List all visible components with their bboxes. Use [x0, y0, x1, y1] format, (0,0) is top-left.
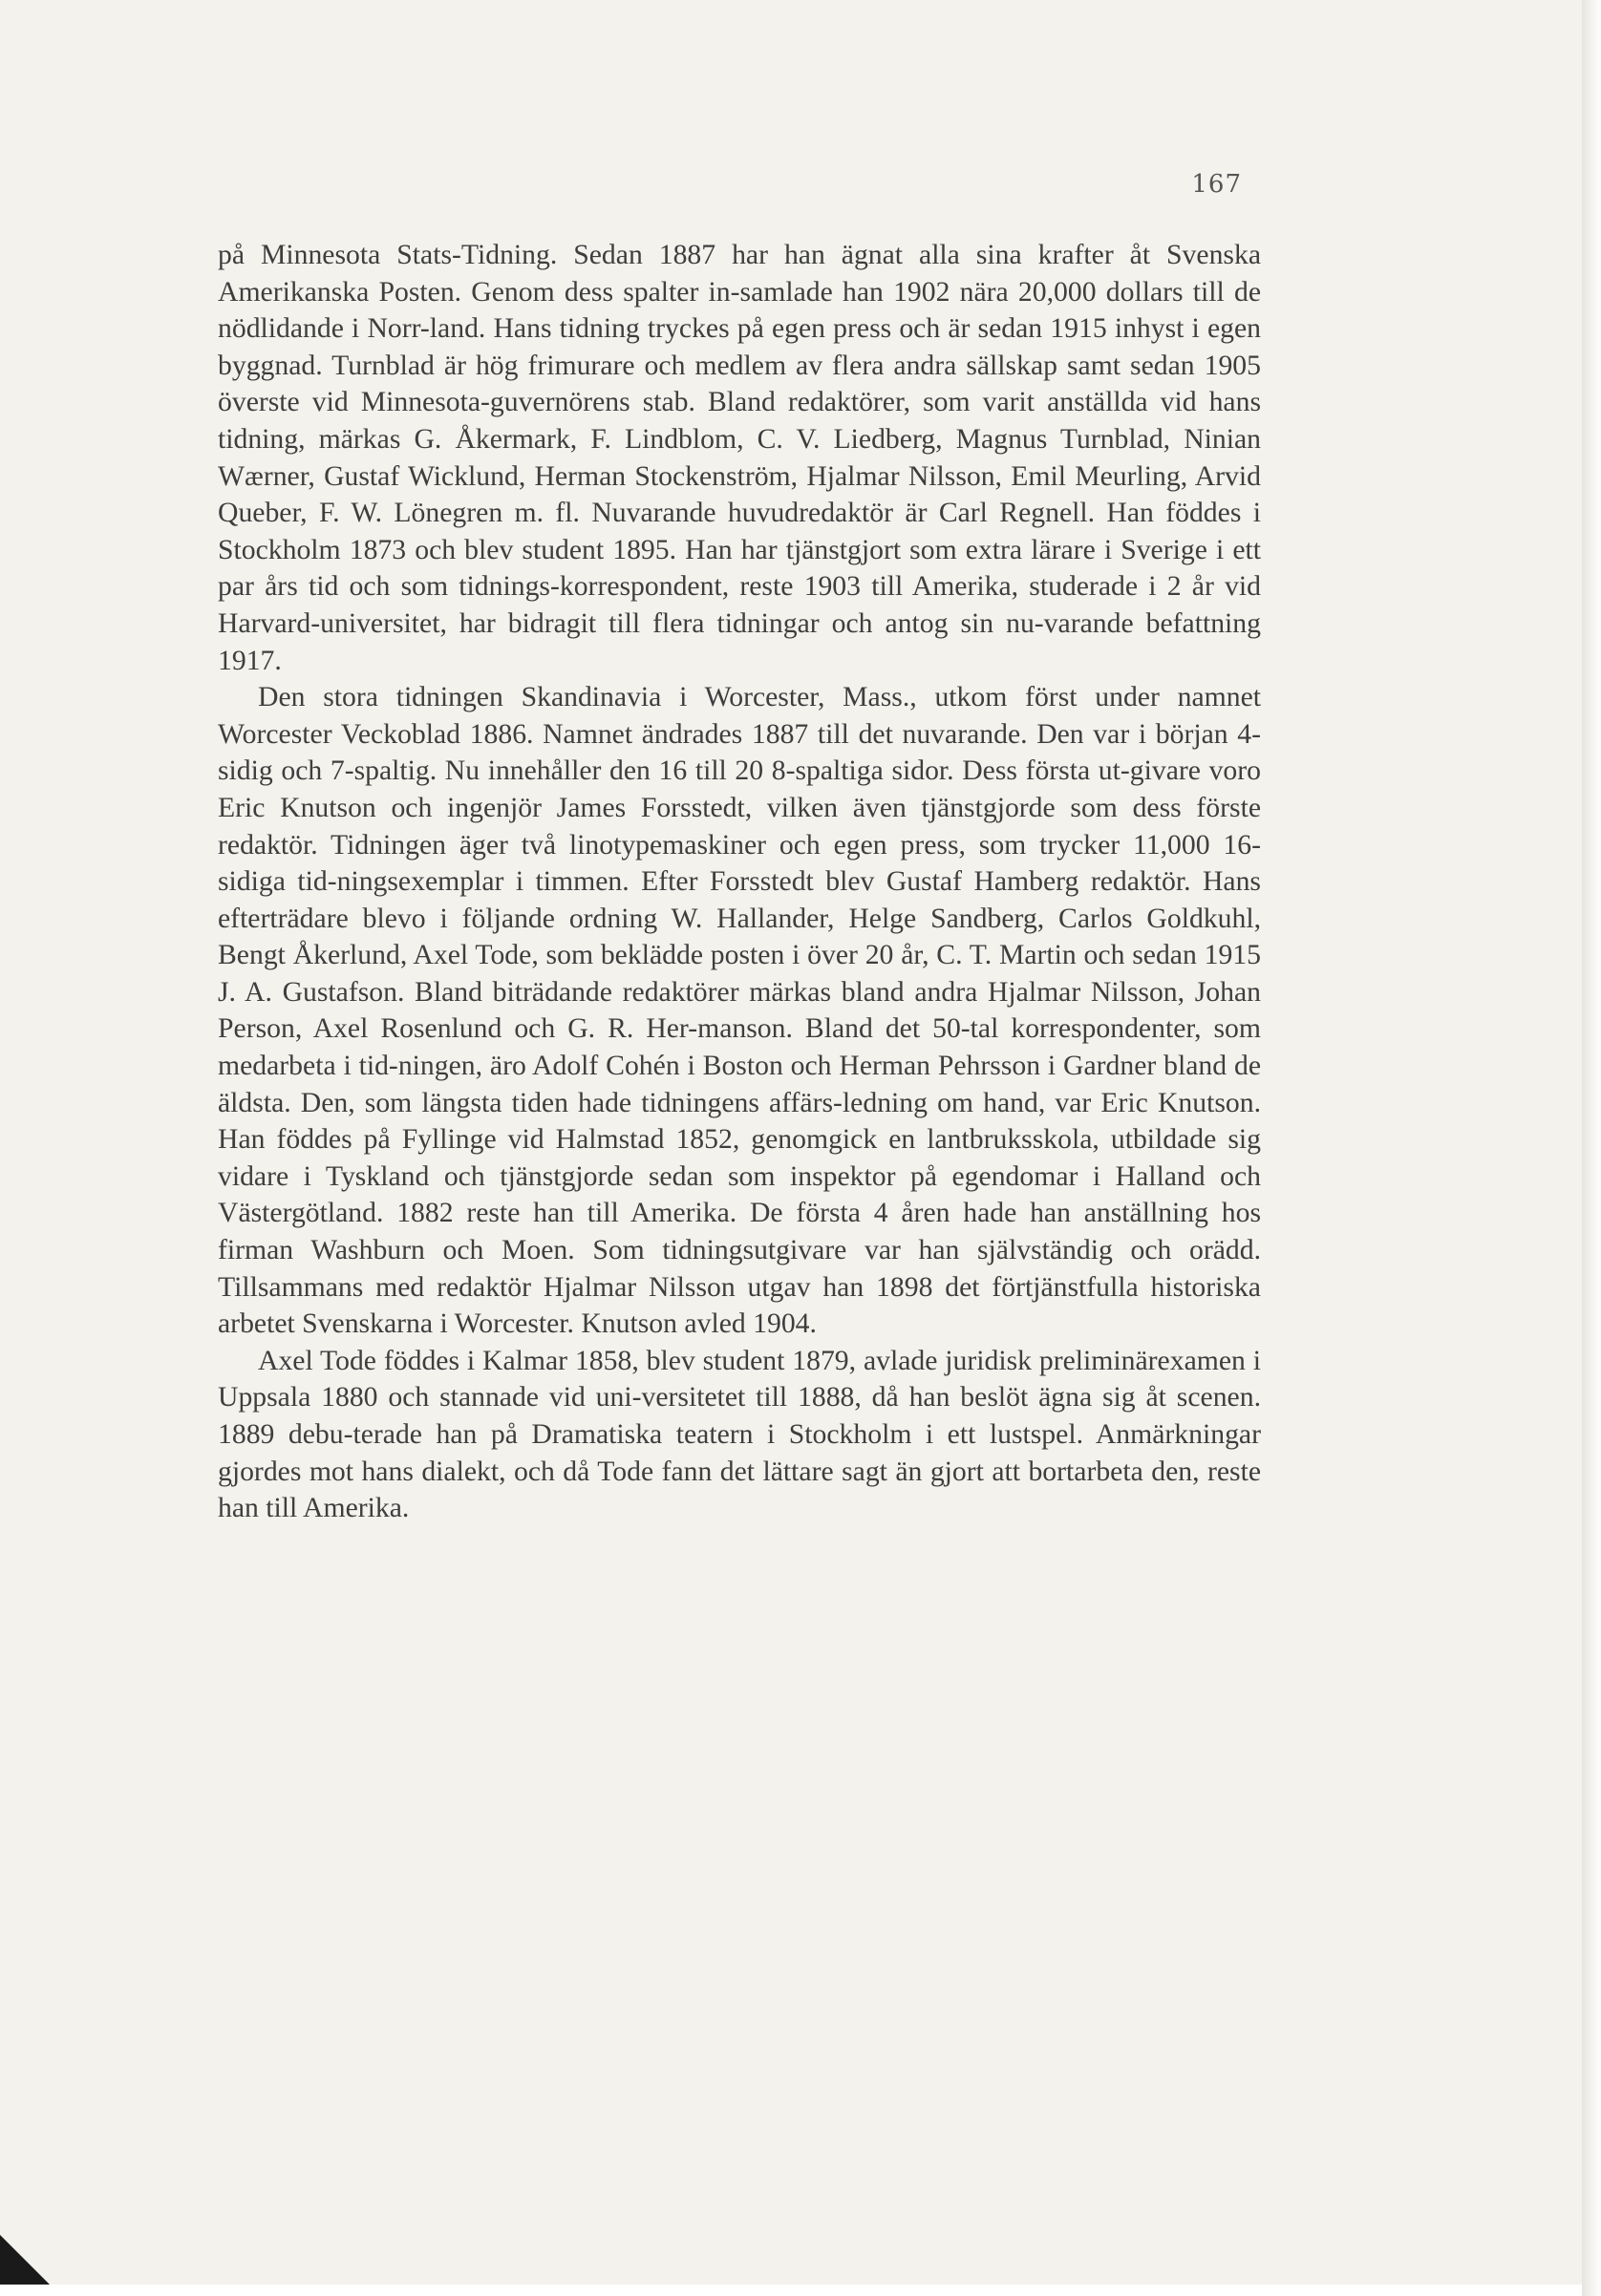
paragraph-skandinavia: Den stora tidningen Skandinavia i Worcester, Mass., utkom först under namnet Worcester Veckoblad 1886. Namnet ändrades 1887 till det nuvarande. Den var i början 4-sidig och 7-spaltig. Nu innehåller den 16 till 20 8-spaltiga sidor. Dess första ut-givare voro Eric Knutson och ingenjör James Forsstedt, vilken även tjänstgjorde som dess förste redaktör. Tidningen äger två linotypemaskiner och egen press, som trycker 11,000 16-sidiga tid-ningsexemplar i timmen. Efter Forsstedt blev Gustaf Hamberg redaktör. Hans efterträdare blevo i följande ordning W. Hallander, Helge Sandberg, Carlos Goldkuhl, Bengt Åkerlund, Axel Tode, som beklädde posten i över 20 år, C. T. Martin och sedan 1915 J. A. Gustafson. Bland biträdande redaktörer märkas bland andra Hjalmar Nilsson, Johan Person, Axel Rosenlund och G. R. Her-manson. Bland det 50-tal korrespondenter, som medarbeta i tid-ningen, äro Adolf Cohén i Boston och Herman Pehrsson i Gardner bland de äldsta. Den, som längsta tiden hade tidningens affärs-ledning om hand, var Eric Knutson. Han föddes på Fyllinge vid Halmstad 1852, genomgick en lantbruksskola, utbildade sig vidare i Tyskland och tjänstgjorde sedan som inspektor på egendomar i Halland och Västergötland. 1882 reste han till Amerika. De första 4 åren hade han anställning hos firman Washburn och Moen. Som tidningsutgivare var han självständig och orädd. Tillsammans med redaktör Hjalmar Nilsson utgav han 1898 det förtjänstfulla historiska arbetet Svenskarna i Worcester. Knutson avled 1904.	[218, 682, 1261, 1340]
body-text	[218, 237, 1261, 1527]
page-number: 167	[1191, 170, 1242, 199]
scan-corner-mark	[0, 2235, 61, 2285]
paragraph-axel-tode: Axel Tode föddes i Kalmar 1858, blev student 1879, avlade juridisk preliminärexamen i Uppsala 1880 och stannade vid uni-versitetet till 1888, då han beslöt ägna sig åt scenen. 1889 debu-terade han på Dramatiska teatern i Stockholm i ett lustspel. Anmärkningar gjordes mot hans dialekt, och då Tode fann det lättare sagt än gjort att bortarbeta den, reste han till Amerika.	[218, 1345, 1261, 1524]
paragraph-turnblad-regnell: på Minnesota Stats-Tidning. Sedan 1887 har han ägnat alla sina krafter åt Svenska Amerikanska Posten. Genom dess spalter in-samlade han 1902 nära 20,000 dollars till de nödlidande i Norr-land. Hans tidning tryckes på egen press och är sedan 1915 inhyst i egen byggnad. Turnblad är hög frimurare och medlem av flera andra sällskap samt sedan 1905 överste vid Minnesota-guvernörens stab. Bland redaktörer, som varit anställda vid hans tidning, märkas G. Åkermark, F. Lindblom, C. V. Liedberg, Magnus Turnblad, Ninian Wærner, Gustaf Wicklund, Herman Stockenström, Hjalmar Nilsson, Emil Meurling, Arvid Queber, F. W. Lönegren m. fl. Nuvarande huvudredaktör är Carl Regnell. Han föddes i Stockholm 1873 och blev student 1895. Han har tjänstgjort som extra lärare i Sverige i ett par års tid och som tidnings-korrespondent, reste 1903 till Amerika, studerade i 2 år vid Harvard-universitet, har bidragit till flera tidningar och antog sin nu-varande befattning 1917.	[218, 240, 1261, 676]
page-edge	[1582, 0, 1601, 2296]
